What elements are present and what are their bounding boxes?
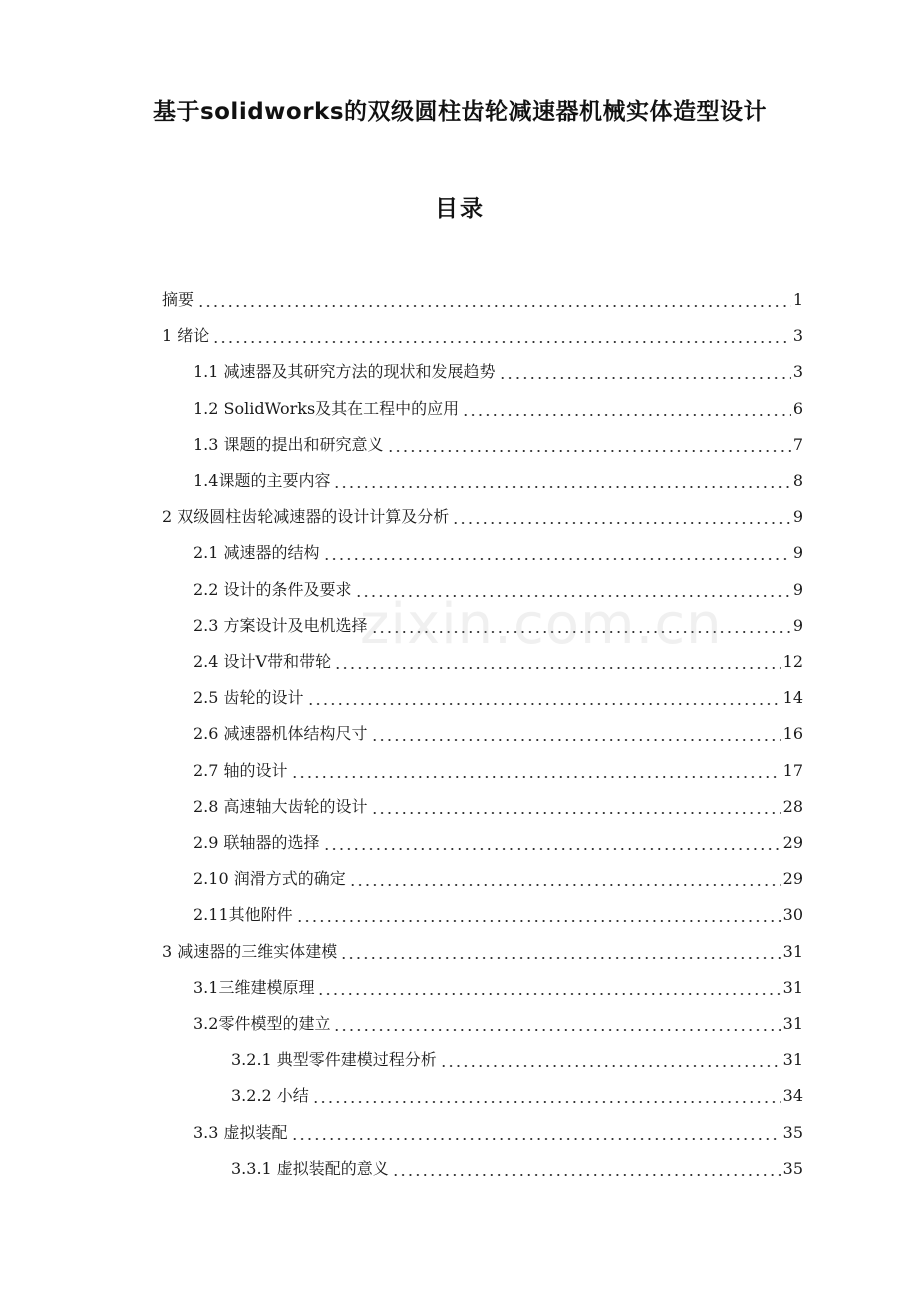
toc-entry-page-number: 34	[782, 1086, 803, 1106]
toc-dot-leader	[349, 884, 781, 886]
toc-entry[interactable]	[193, 535, 803, 571]
toc-entry[interactable]	[193, 753, 803, 789]
toc-entry-label: 2.3 方案设计及电机选择	[193, 615, 368, 635]
toc-entry-page-number: 6	[792, 398, 803, 418]
toc-dot-leader	[462, 414, 791, 416]
toc-entry[interactable]	[162, 318, 803, 354]
toc-entry-page-number: 9	[792, 579, 803, 599]
toc-dot-leader	[333, 486, 790, 488]
toc-entry-label: 2.2 设计的条件及要求	[193, 579, 352, 599]
toc-dot-leader	[387, 450, 791, 452]
toc-entry[interactable]	[193, 861, 803, 897]
toc-heading: 目录	[435, 196, 485, 222]
toc-entry-label: 3.2.1 典型零件建模过程分析	[231, 1050, 437, 1070]
toc-entry[interactable]	[231, 1042, 803, 1078]
toc-entry-page-number: 31	[782, 941, 803, 961]
toc-entry-page-number: 9	[792, 543, 803, 563]
toc-entry-page-number: 16	[782, 724, 803, 744]
toc-entry-page-number: 35	[782, 1158, 803, 1178]
toc-entry[interactable]	[193, 680, 803, 716]
toc-entry[interactable]	[162, 282, 803, 318]
document-title: 基于solidworks的双级圆柱齿轮减速器机械实体造型设计	[152, 99, 768, 125]
toc-dot-leader	[499, 377, 791, 379]
toc-entry-label: 2.9 联轴器的选择	[193, 833, 320, 852]
toc-entry[interactable]	[193, 608, 803, 644]
toc-dot-leader	[334, 667, 781, 669]
toc-dot-leader	[340, 957, 780, 959]
toc-entry[interactable]	[193, 572, 803, 608]
toc-entry[interactable]	[193, 391, 803, 427]
toc-entry-page-number: 31	[782, 977, 803, 997]
toc-dot-leader	[312, 1101, 781, 1103]
toc-entry[interactable]	[231, 1151, 803, 1187]
toc-entry-page-number: 29	[782, 869, 803, 889]
toc-entry-label: 1.4课题的主要内容	[193, 471, 331, 490]
toc-dot-leader	[355, 595, 791, 597]
toc-entry[interactable]	[231, 1078, 803, 1114]
toc-dot-leader	[392, 1174, 781, 1176]
toc-entry-label: 3.2.2 小结	[231, 1086, 309, 1106]
toc-entry-label: 2.5 齿轮的设计	[193, 688, 304, 708]
toc-entry[interactable]	[193, 1115, 803, 1151]
toc-dot-leader	[317, 993, 780, 995]
toc-dot-leader	[371, 631, 791, 633]
toc-entry-label: 3.3 虚拟装配	[193, 1122, 288, 1142]
toc-entry-label: 1.3 课题的提出和研究意义	[193, 434, 384, 454]
toc-entry-page-number: 31	[782, 1050, 803, 1070]
toc-dot-leader	[371, 739, 781, 741]
toc-dot-leader	[291, 1138, 781, 1140]
toc-entry-label: 1.2 SolidWorks及其在工程中的应用	[193, 398, 460, 418]
toc-entry-label: 2.8 高速轴大齿轮的设计	[193, 796, 368, 816]
toc-entry-page-number: 30	[782, 905, 803, 925]
toc-entry-label: 2.10 润滑方式的确定	[193, 869, 346, 889]
toc-entry[interactable]	[193, 644, 803, 680]
toc-entry-page-number: 29	[782, 833, 803, 852]
toc-entry-page-number: 1	[792, 290, 803, 309]
toc-entry[interactable]	[162, 934, 803, 970]
toc-entry-page-number: 3	[792, 326, 803, 346]
toc-entry-page-number: 9	[792, 615, 803, 635]
toc-entry-label: 3.1三维建模原理	[193, 977, 315, 997]
toc-entry-label: 摘要	[162, 290, 195, 309]
toc-entry-page-number: 35	[782, 1122, 803, 1142]
toc-dot-leader	[323, 848, 781, 850]
toc-dot-leader	[452, 522, 791, 524]
toc-entry-label: 2 双级圆柱齿轮减速器的设计计算及分析	[162, 507, 450, 527]
toc-dot-leader	[212, 341, 791, 343]
toc-entry-label: 3 减速器的三维实体建模	[162, 941, 338, 961]
toc-entry-label: 2.1 减速器的结构	[193, 543, 320, 563]
toc-entry[interactable]	[193, 427, 803, 463]
toc-entry-page-number: 8	[792, 471, 803, 490]
toc-entry-page-number: 28	[782, 796, 803, 816]
toc-dot-leader	[197, 305, 791, 307]
toc-entry-page-number: 9	[792, 507, 803, 527]
toc-entry-label: 2.6 减速器机体结构尺寸	[193, 724, 368, 744]
toc-entry-label: 1.1 减速器及其研究方法的现状和发展趋势	[193, 362, 496, 382]
toc-entry-label: 1 绪论	[162, 326, 210, 346]
toc-entry-page-number: 7	[792, 434, 803, 454]
watermark: zixin.com.cn	[360, 592, 723, 657]
toc-entry-label: 3.2零件模型的建立	[193, 1014, 331, 1033]
toc-dot-leader	[307, 703, 781, 705]
toc-entry-label: 2.7 轴的设计	[193, 760, 288, 780]
toc-entry[interactable]	[193, 1006, 803, 1042]
toc-entry[interactable]	[193, 354, 803, 390]
toc-dot-leader	[323, 558, 791, 560]
toc-entry-page-number: 3	[792, 362, 803, 382]
toc-entry-page-number: 14	[782, 688, 803, 708]
toc-entry[interactable]	[193, 789, 803, 825]
toc-entry[interactable]	[193, 463, 803, 499]
toc-dot-leader	[291, 776, 781, 778]
toc-entry-label: 2.11其他附件	[193, 905, 293, 925]
toc-entry-page-number: 12	[782, 652, 803, 671]
toc-entry-label: 3.3.1 虚拟装配的意义	[231, 1158, 389, 1178]
toc-entry[interactable]	[193, 897, 803, 933]
toc-entry[interactable]	[193, 970, 803, 1006]
toc-dot-leader	[440, 1065, 781, 1067]
toc-entry[interactable]	[193, 825, 803, 861]
toc-entry-page-number: 31	[782, 1014, 803, 1033]
toc-dot-leader	[296, 920, 781, 922]
toc-entry[interactable]	[162, 499, 803, 535]
toc-entry[interactable]	[193, 716, 803, 752]
toc-dot-leader	[371, 812, 781, 814]
toc-entry-label: 2.4 设计V带和带轮	[193, 652, 332, 671]
toc-dot-leader	[333, 1029, 780, 1031]
toc-entry-page-number: 17	[782, 760, 803, 780]
